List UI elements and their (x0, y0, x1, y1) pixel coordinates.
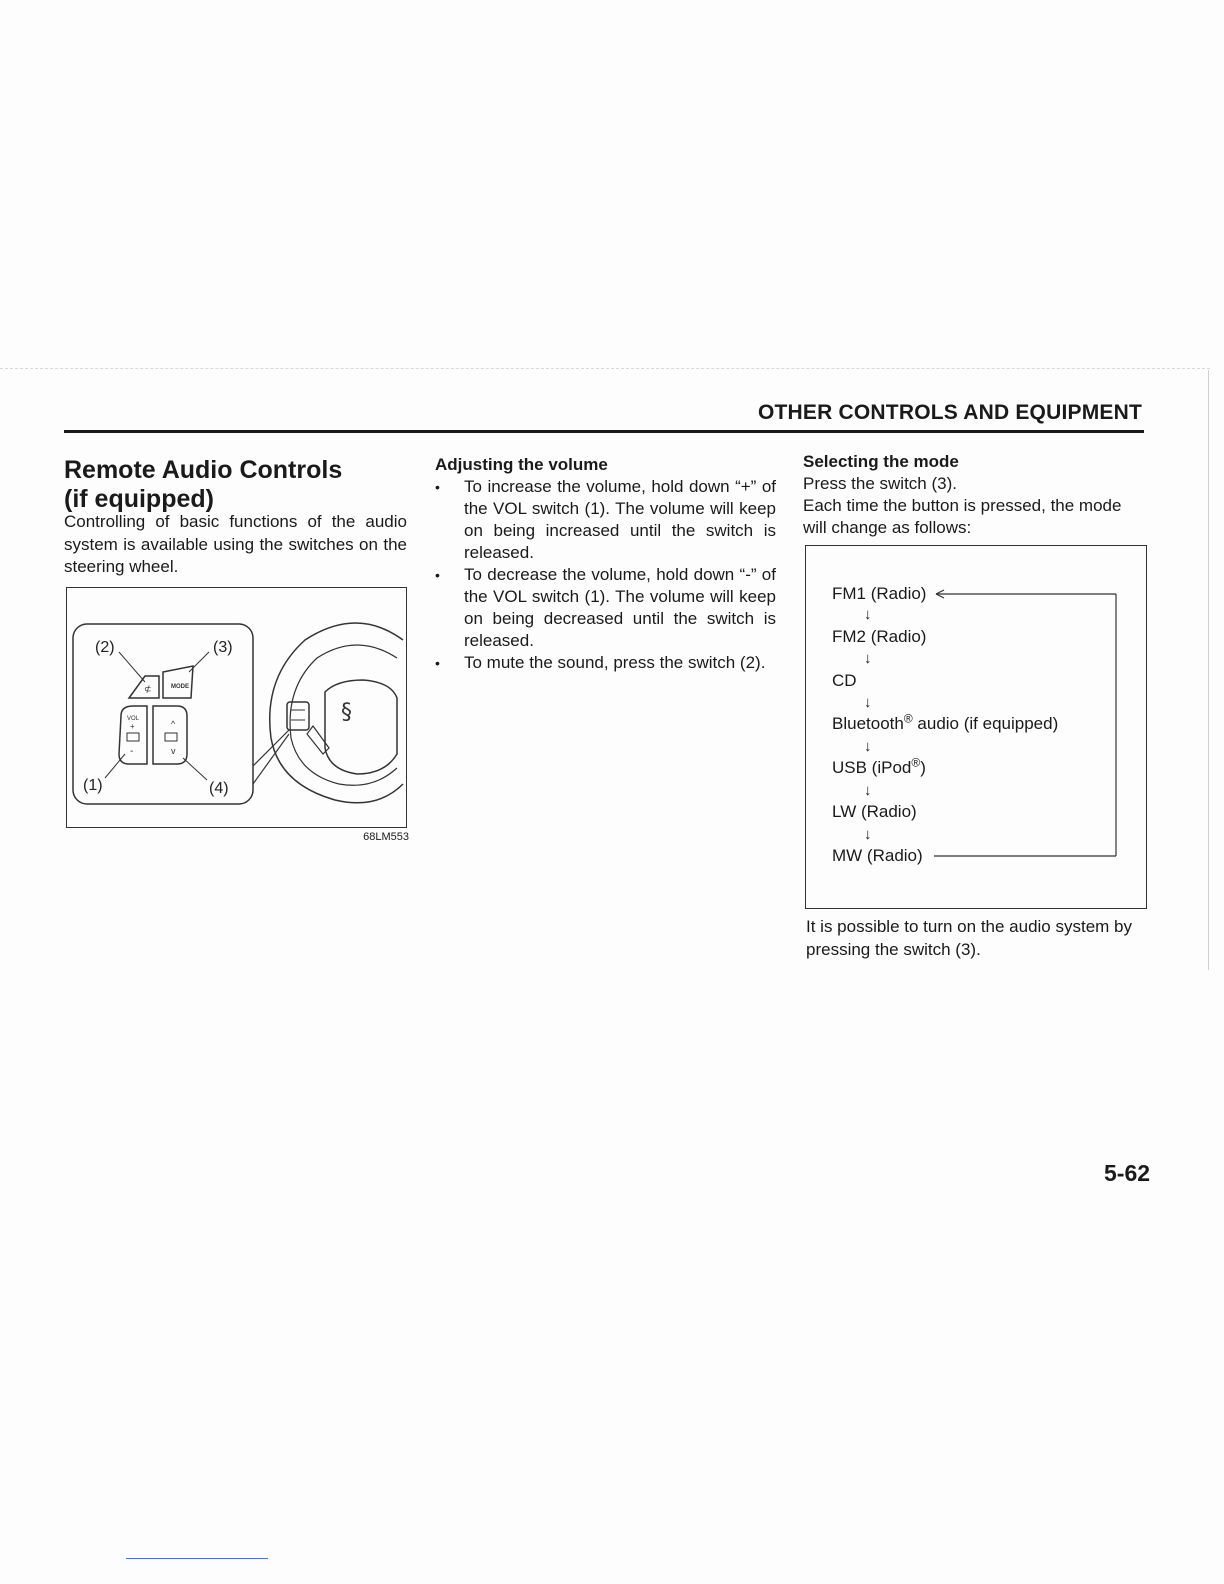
footer-rule (126, 1558, 268, 1559)
figure-id: 68LM553 (363, 831, 409, 843)
label-1: (1) (83, 777, 103, 794)
section-title (64, 456, 342, 514)
down-arrow-icon: ↓ (864, 738, 872, 755)
mode-mw: MW (Radio) (832, 846, 923, 865)
mode-heading: Selecting the mode (803, 452, 959, 471)
mode-lw: LW (Radio) (832, 802, 917, 821)
scan-edge-line (1208, 370, 1209, 970)
scan-edge-line (0, 368, 1210, 369)
bluetooth-suffix: audio (if equipped) (912, 714, 1059, 733)
bullet-item: • To mute the sound, press the switch (2). (435, 652, 776, 674)
bluetooth-text: Bluetooth (832, 714, 904, 733)
vol-text: VOL (127, 716, 140, 722)
mute-icon: ⊄ (144, 685, 152, 695)
leader-2 (119, 652, 145, 682)
mode-fm1: FM1 (Radio) (832, 584, 927, 603)
leader-1 (105, 754, 125, 778)
intro-paragraph: Controlling of basic functions of the audio system is available using the switches on the steering wheel. (64, 512, 407, 576)
brand-emblem-icon: § (341, 700, 352, 725)
seek-switch-shape (153, 706, 187, 764)
mode-button-text: MODE (171, 684, 189, 690)
down-arrow-icon: ↓ (864, 826, 872, 843)
leader-4 (183, 758, 207, 780)
airbag-pad (325, 680, 397, 774)
vol-minus: - (130, 746, 134, 757)
usb-suffix: ) (920, 758, 926, 777)
leader-3 (189, 652, 209, 672)
usb-text: USB (iPod (832, 758, 912, 777)
label-2: (2) (95, 639, 115, 656)
mode-instruction: Press the switch (3). (803, 474, 957, 493)
mode-fm2: FM2 (Radio) (832, 627, 927, 646)
page-number: 5-62 (1104, 1160, 1151, 1186)
mode-description: Each time the button is pressed, the mode will change as follows: (803, 496, 1122, 537)
mode-note: It is possible to turn on the audio system by pressing the switch (3). (806, 917, 1133, 959)
volume-bullet-list (435, 476, 776, 674)
label-4: (4) (209, 780, 229, 797)
label-3: (3) (213, 639, 233, 656)
title-line-2: (if equipped) (64, 485, 214, 513)
registered-mark: ® (911, 755, 921, 770)
down-arrow-icon: ↓ (864, 694, 872, 711)
seek-rocker (165, 733, 177, 741)
volume-section (435, 454, 776, 674)
bullet-item: • To decrease the volume, hold down “-” of the VOL switch (1). The volume will keep on being decreased until the switch is released. (435, 564, 776, 652)
header-rule (64, 430, 1144, 433)
volume-heading: Adjusting the volume (435, 455, 608, 474)
mode-cd: CD (832, 671, 857, 690)
registered-mark: ® (903, 711, 913, 726)
vol-rocker (127, 733, 139, 741)
mode-button-shape (163, 666, 193, 698)
bullet-item: • To increase the volume, hold down “+” of the VOL switch (1). The volume will keep on being increased until the switch is released. (435, 476, 776, 564)
down-arrow-icon: ↓ (864, 650, 872, 667)
down-arrow-icon: ↓ (864, 782, 872, 799)
down-arrow-icon: ↓ (864, 606, 872, 623)
seek-up: ^ (171, 719, 176, 729)
seek-down: v (171, 746, 176, 756)
mode-section (803, 451, 1145, 539)
steering-switch-figure (66, 587, 407, 828)
return-loop-arrow (806, 546, 1146, 908)
steering-switch-illustration (67, 588, 407, 828)
title-line-1: Remote Audio Controls (64, 456, 343, 484)
mode-cycle-diagram (805, 545, 1147, 909)
vol-plus: + (130, 722, 135, 731)
section-header: OTHER CONTROLS AND EQUIPMENT (758, 401, 1142, 424)
